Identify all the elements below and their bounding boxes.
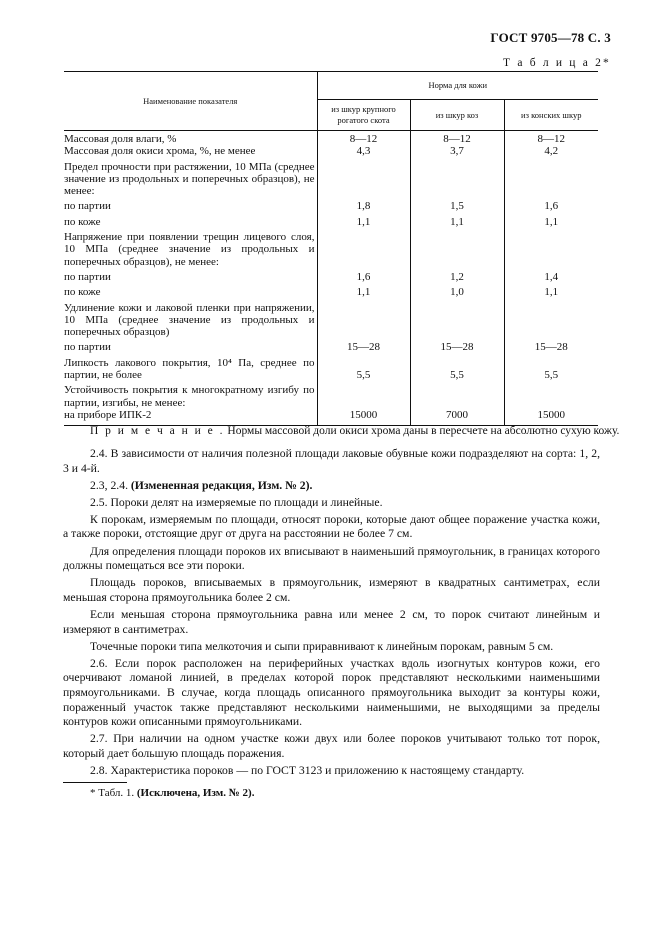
amendment-note: (Измененная редакция, Изм. № 2). bbox=[130, 478, 313, 492]
row-name: по коже bbox=[64, 286, 101, 299]
table-caption: Т а б л и ц а 2* bbox=[503, 57, 611, 69]
row-value-goat: 1,1 bbox=[410, 213, 504, 228]
row-value-horse: 8—12 bbox=[504, 131, 598, 146]
paragraph: 2.6. Если порок расположен на периферийных участках вдоль изогнутых контуров кожи, его очерчивают ломаной линией, в пределах которой порок представляют несколькими наименьшими прямоугольниками. В случае, когда площадь описанного прямоугольника выходит за контуры кожи, пораженный участок также представляют несколькими наименьшими, не выходящими за пределы контуров кожи описанными прямоугольниками. bbox=[63, 656, 600, 729]
row-value-goat: 1,0 bbox=[410, 283, 504, 298]
row-value-cattle: 4,3 bbox=[317, 145, 410, 157]
row-value-horse: 1,4 bbox=[504, 268, 598, 283]
row-value-cattle: 15000 bbox=[317, 409, 410, 426]
paragraph: Для определения площади пороков их вписывают в наименьший прямоугольник, в границах которого должны помещаться все эти пороки. bbox=[63, 544, 600, 573]
header-indicator-name: Наименование показателя bbox=[64, 72, 317, 131]
table-row bbox=[64, 158, 598, 198]
table-note bbox=[90, 425, 619, 437]
table-row bbox=[64, 338, 598, 353]
row-value-horse: 1,1 bbox=[504, 283, 598, 298]
header-horse: из конских шкур bbox=[504, 100, 598, 131]
table-row bbox=[64, 283, 598, 298]
page-header: ГОСТ 9705—78 С. 3 bbox=[490, 30, 611, 45]
row-value-horse: 4,2 bbox=[504, 145, 598, 157]
row-value-cattle: 8—12 bbox=[317, 131, 410, 146]
paragraph: К порокам, измеряемым по площади, относят пороки, которые дают общее поражение участка кожи, а также пороки, отстоящие друг от друга на расстоянии не более 7 см. bbox=[63, 512, 600, 541]
row-name: по партии bbox=[64, 270, 111, 283]
row-value-horse: 5,5 bbox=[504, 354, 598, 382]
row-value-horse: 15000 bbox=[504, 409, 598, 426]
row-value-goat: 3,7 bbox=[410, 145, 504, 157]
note-text: Нормы массовой доли окиси хрома даны в пересчете на абсолютно сухую кожу. bbox=[227, 425, 620, 437]
row-value-cattle: 1,1 bbox=[317, 213, 410, 228]
paragraph: 2.3, 2.4. (Измененная редакция, Изм. № 2). bbox=[90, 478, 313, 492]
table-row bbox=[64, 197, 598, 212]
paragraph: Площадь пороков, вписываемых в прямоугольник, измеряют в квадратных сантиметрах, если меньшая сторона прямоугольника более 2 см. bbox=[63, 576, 600, 604]
table-row bbox=[64, 213, 598, 228]
row-name: Устойчивость покрытия к многократному изгибу по партии, изгибы, не менее: bbox=[64, 384, 315, 409]
row-name: по партии bbox=[64, 200, 111, 213]
header-goat: из шкур коз bbox=[410, 100, 504, 131]
row-value-goat: 5,5 bbox=[410, 354, 504, 382]
row-value-horse: 15—28 bbox=[504, 338, 598, 353]
table-row bbox=[64, 131, 598, 146]
row-value-goat: 8—12 bbox=[410, 131, 504, 146]
body-text bbox=[63, 447, 600, 781]
row-value-goat: 1,2 bbox=[410, 268, 504, 283]
row-name: Напряжение при появлении трещин лицевого слоя, 10 МПа (среднее значение из продольных и поперечных образцов), не менее: bbox=[64, 231, 315, 268]
row-name: Липкость лакового покрытия, 10⁴ Па, среднее по партии, не более bbox=[64, 356, 315, 382]
row-name: Предел прочности при растяжении, 10 МПа (среднее значение из продольных и поперечных образцов), не менее: bbox=[64, 160, 315, 198]
note-label: П р и м е ч а н и е . bbox=[90, 425, 225, 437]
table-row bbox=[64, 268, 598, 283]
row-value-cattle: 1,6 bbox=[317, 268, 410, 283]
row-value-goat: 7000 bbox=[410, 409, 504, 426]
paragraph: Точечные пороки типа мелкоточия и сыпи приравнивают к линейным порокам, равным 5 см. bbox=[90, 639, 554, 653]
row-name: Удлинение кожи и лаковой пленки при напряжении, 10 МПа (среднее значение из продольных и поперечных образцов) bbox=[64, 301, 315, 339]
paragraph: 2.7. При наличии на одном участке кожи двух или более пороков учитывают только тот порок, который дает большую площадь поражения. bbox=[63, 732, 600, 760]
row-value-horse: 1,6 bbox=[504, 197, 598, 212]
paragraph: 2.5. Пороки делят на измеряемые по площади и линейные. bbox=[90, 495, 383, 509]
row-value-cattle: 5,5 bbox=[317, 354, 410, 382]
table-row bbox=[64, 381, 598, 409]
paragraph: 2.4. В зависимости от наличия полезной площади лаковые обувные кожи подразделяют на сорта: 1, 2, 3 и 4-й. bbox=[63, 447, 600, 475]
table-row bbox=[64, 299, 598, 339]
paragraph: 2.8. Характеристика пороков — по ГОСТ 3123 и приложению к настоящему стандарту. bbox=[90, 763, 525, 777]
row-value-horse: 1,1 bbox=[504, 213, 598, 228]
table-row bbox=[64, 228, 598, 268]
row-value-goat: 15—28 bbox=[410, 338, 504, 353]
row-name: Массовая доля окиси хрома, %, не менее bbox=[64, 145, 256, 158]
table-row bbox=[64, 145, 598, 157]
indicators-table bbox=[64, 71, 598, 426]
header-norm-group: Норма для кожи bbox=[317, 72, 598, 100]
row-value-goat: 1,5 bbox=[410, 197, 504, 212]
footnote-divider bbox=[63, 782, 127, 783]
header-cattle: из шкур крупного рогатого скота bbox=[317, 100, 410, 131]
row-value-cattle: 15—28 bbox=[317, 338, 410, 353]
row-name: на приборе ИПК-2 bbox=[64, 409, 317, 426]
row-value-cattle: 1,1 bbox=[317, 283, 410, 298]
footnote: * Табл. 1. (Исключена, Изм. № 2). bbox=[90, 787, 255, 799]
paragraph: Если меньшая сторона прямоугольника равна или менее 2 см, то порок считают линейным и измеряют в сантиметрах. bbox=[63, 607, 600, 636]
table-row bbox=[64, 354, 598, 382]
footnote-amendment: (Исключена, Изм. № 2). bbox=[136, 787, 255, 799]
row-name: Массовая доля влаги, % bbox=[64, 133, 177, 145]
row-name: по партии bbox=[64, 341, 111, 354]
table-row bbox=[64, 409, 598, 426]
row-name: по коже bbox=[64, 215, 101, 228]
row-value-cattle: 1,8 bbox=[317, 197, 410, 212]
